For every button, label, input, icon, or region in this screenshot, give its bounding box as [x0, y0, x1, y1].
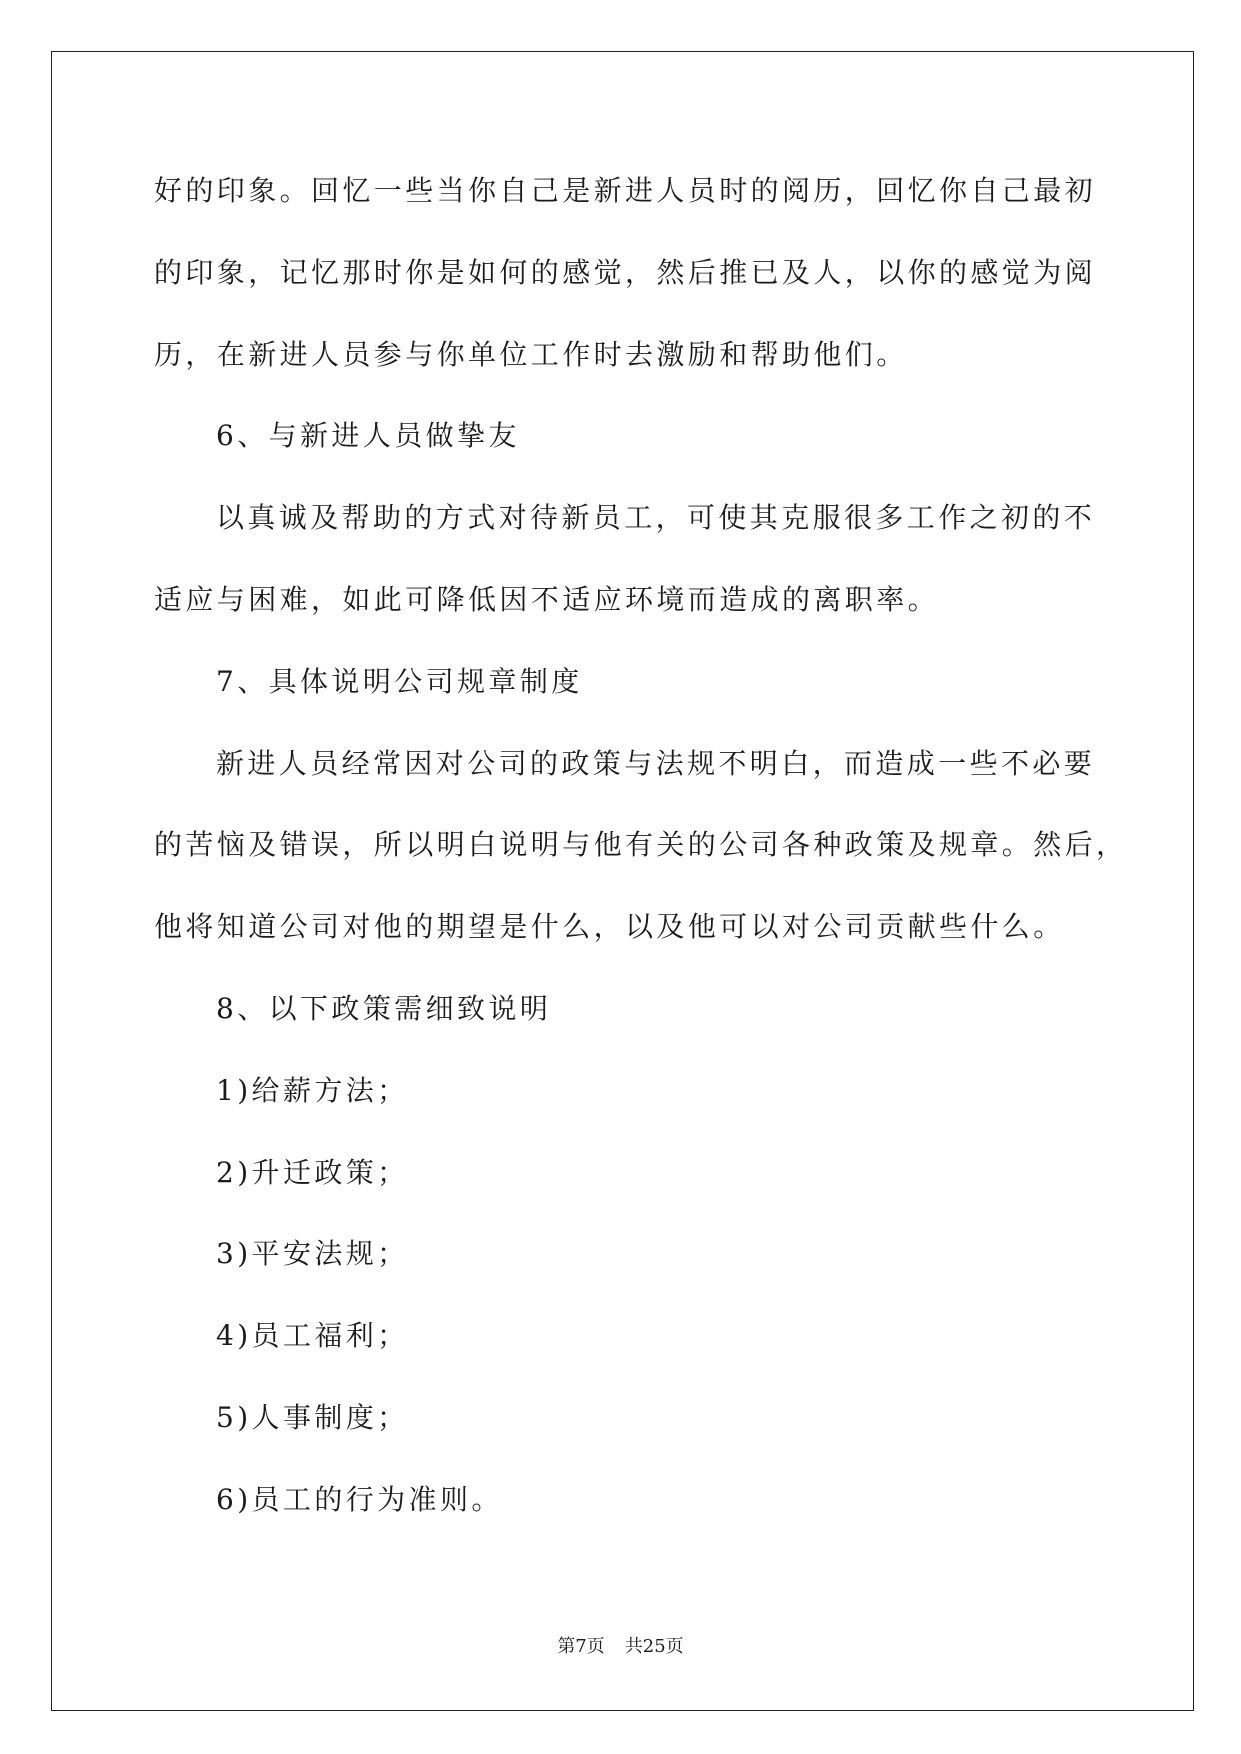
footer-current-page: 第7页 [557, 1636, 605, 1657]
section-heading-8 [154, 968, 1154, 1050]
list-item-text: 2)升迁政策； [216, 1155, 409, 1189]
text-line: 他将知道公司对他的期望是什么，以及他可以对公司贡献些什么。 [154, 910, 1065, 944]
text-line: 适应与困难，如此可降低因不适应环境而造成的离职率。 [154, 582, 940, 616]
footer-total-pages: 共25页 [624, 1636, 684, 1657]
paragraph [154, 477, 1154, 641]
list-item [154, 1295, 1154, 1377]
list-item-text: 3)平安法规； [216, 1237, 409, 1271]
text-line: 好的印象。回忆一些当你自己是新进人员时的阅历，回忆你自己最初 [154, 174, 1097, 207]
paragraph-continuation [154, 150, 1154, 395]
heading-line: 8、以下政策需细致说明 [216, 991, 552, 1025]
list-item [154, 1459, 1154, 1541]
text-line: 历，在新进人员参与你单位工作时去激励和帮助他们。 [154, 337, 908, 371]
page-footer [0, 1634, 1241, 1660]
heading-line: 7、具体说明公司规章制度 [216, 664, 583, 698]
text-line: 新进人员经常因对公司的政策与法规不明白，而造成一些不必要 [216, 746, 1096, 780]
section-heading-6 [154, 395, 1154, 477]
heading-line: 6、与新进人员做挚友 [216, 419, 520, 453]
list-item [154, 1377, 1154, 1459]
list-item-text: 4)员工福利； [216, 1319, 409, 1353]
list-item [154, 1213, 1154, 1295]
text-line: 的印象，记忆那时你是如何的感觉，然后推已及人，以你的感觉为阅 [154, 255, 1097, 289]
list-item [154, 1050, 1154, 1132]
paragraph [154, 723, 1154, 968]
text-line: 的苦恼及错误，所以明白说明与他有关的公司各种政策及规章。然后， [154, 828, 1128, 862]
section-heading-7 [154, 641, 1154, 723]
list-item-text: 5)人事制度； [216, 1400, 409, 1434]
text-line: 以真诚及帮助的方式对待新员工，可使其克服很多工作之初的不 [216, 501, 1096, 535]
list-item [154, 1132, 1154, 1214]
list-item-text: 6)员工的行为准则。 [216, 1482, 503, 1516]
list-item-text: 1)给薪方法； [216, 1073, 409, 1107]
document-body [154, 150, 1154, 1541]
